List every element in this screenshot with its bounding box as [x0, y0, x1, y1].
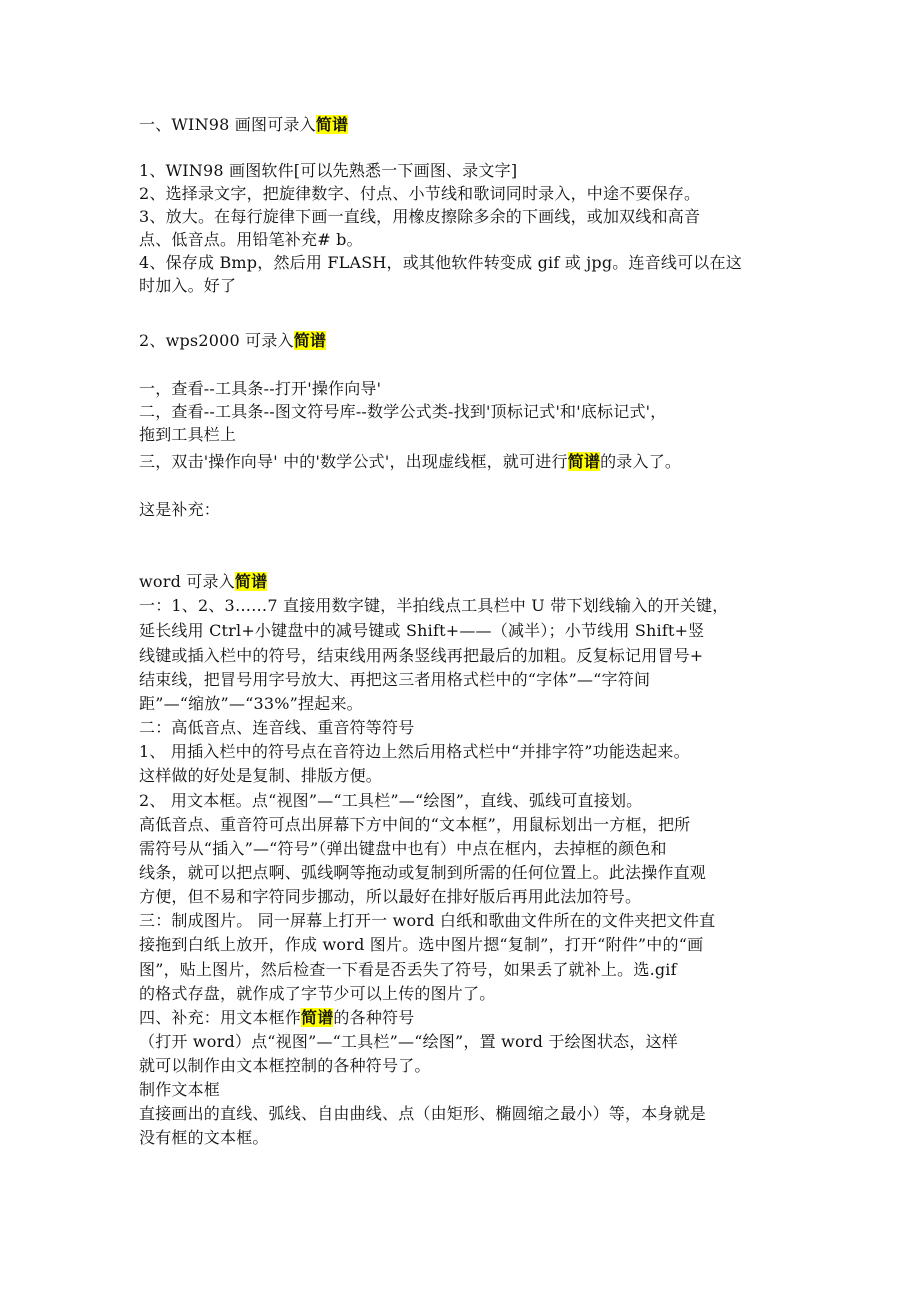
paragraph-line: [139, 423, 236, 446]
line-text: 4、保存成 Bmp，然后用 FLASH，或其他软件转变成 gif 或 jpg。连音线可以在这: [139, 253, 742, 272]
highlight-jianpu: 简谱: [234, 572, 268, 591]
paragraph-line: [139, 377, 381, 400]
line-text: 直接画出的直线、弧线、自由曲线、点（由矩形、椭圆缩之最小）等，本身就是: [139, 1104, 707, 1123]
paragraph-line: [139, 182, 700, 205]
line-text: 这样做的好处是复制、排版方便。: [139, 766, 383, 785]
line-text: 点、低音点。用铅笔补充# b。: [139, 230, 363, 249]
line-text: word 可录入: [139, 572, 235, 591]
paragraph-line: [139, 861, 706, 884]
line-text: 二：高低音点、连音线、重音符等符号: [139, 718, 415, 737]
line-text: 没有框的文本框。: [139, 1128, 269, 1147]
paragraph-line: [139, 251, 742, 274]
line-text: 三，双击'操作向导' 中的'数学公式'，出现虚线框，就可进行: [139, 452, 568, 471]
line-text: 2、wps2000 可录入: [139, 331, 294, 350]
paragraph-line: [139, 498, 220, 521]
heading-wps2000: [139, 329, 326, 352]
line-text: （打开 word）点“视图”—“工具栏”—“绘图”，置 word 于绘图状态，这样: [139, 1032, 678, 1051]
paragraph-line: [139, 813, 690, 836]
line-text: 时加入。好了: [139, 276, 237, 295]
line-text: 这是补充：: [139, 500, 221, 519]
paragraph-line: [139, 982, 495, 1005]
line-text: 2、选择录文字，把旋律数字、付点、小节线和歌词同时录入，中途不要保存。: [139, 184, 701, 203]
paragraph-line: [139, 933, 703, 956]
paragraph-line: [139, 619, 704, 642]
line-text: 1、WIN98 画图软件[可以先熟悉一下画图、录文字]: [139, 161, 518, 180]
highlight-jianpu: 简谱: [315, 115, 349, 134]
line-text: 线键或插入栏中的符号，结束线用两条竖线再把最后的加粗。反复标记用冒号+: [139, 646, 704, 665]
paragraph-line: [139, 205, 700, 228]
line-text: 的各种符号: [333, 1008, 415, 1027]
line-text: 一：1、2、3……7 直接用数字键，半拍线点工具栏中 U 带下划线输入的开关键，: [139, 596, 729, 615]
heading-word: [139, 570, 267, 593]
paragraph-line: [139, 1006, 414, 1029]
paragraph-line: [139, 740, 690, 763]
highlight-jianpu: 简谱: [301, 1008, 334, 1027]
paragraph-line: [139, 159, 517, 182]
line-text: 3、放大。在每行旋律下画一直线，用橡皮擦除多余的下画线，或加双线和高音: [139, 207, 701, 226]
paragraph-line: [139, 958, 677, 981]
line-text: 1、 用插入栏中的符号点在音符边上然后用格式栏中“并排字符”功能迭起来。: [139, 742, 690, 761]
highlight-jianpu: 简谱: [293, 331, 327, 350]
paragraph-line: [139, 228, 363, 251]
paragraph-line: [139, 1078, 220, 1101]
line-text: 接拖到白纸上放开，作成 word 图片。选中图片摁“复制”，打开“附件”中的“画: [139, 935, 704, 954]
paragraph-line: [139, 400, 666, 423]
paragraph-line: [139, 789, 642, 812]
line-text: 拖到工具栏上: [139, 425, 237, 444]
line-text: 就可以制作由文本框控制的各种符号了。: [139, 1056, 431, 1075]
line-text: 延长线用 Ctrl+小键盘中的减号键或 Shift+——（减半）；小节线用 Shift+竖: [139, 621, 705, 640]
line-text: 的录入了。: [600, 452, 682, 471]
paragraph-line: [139, 692, 363, 715]
paragraph-line: [139, 909, 715, 932]
paragraph-line: [139, 1102, 706, 1125]
paragraph-line: [139, 668, 650, 691]
paragraph-line: [139, 1126, 269, 1149]
line-text: 制作文本框: [139, 1080, 221, 1099]
line-text: 一，查看--工具条--打开'操作向导': [139, 379, 382, 398]
line-text: 方便，但不易和字符同步挪动，所以最好在排好版后再用此法加符号。: [139, 887, 642, 906]
paragraph-line: [139, 885, 641, 908]
paragraph-line: [139, 450, 681, 473]
paragraph-line: [139, 716, 414, 739]
line-text: 距”—“缩放”—“33%”捏起来。: [139, 694, 363, 713]
paragraph-line: [139, 594, 728, 617]
line-text: 二，查看--工具条--图文符号库--数学公式类-找到'顶标记式'和'底标记式'，: [139, 402, 667, 421]
paragraph-line: [139, 274, 236, 297]
line-text: 需符号从“插入”—“符号”（弹出键盘中也有）中点在框内，去掉框的颜色和: [139, 839, 667, 858]
line-text: 线条，就可以把点啊、弧线啊等拖动或复制到所需的任何位置上。此法操作直观: [139, 863, 707, 882]
heading-win98: [139, 113, 348, 136]
line-text: 2、 用文本框。点“视图”—“工具栏”—“绘图”，直线、弧线可直接划。: [139, 791, 643, 810]
paragraph-line: [139, 837, 667, 860]
line-text: 结束线，把冒号用字号放大、再把这三者用格式栏中的“字体”—“字符间: [139, 670, 651, 689]
line-text: 一、WIN98 画图可录入: [139, 115, 316, 134]
line-text: 三：制成图片。 同一屏幕上打开一 word 白纸和歌曲文件所在的文件夹把文件直: [139, 911, 716, 930]
line-text: 四、补充：用文本框作: [139, 1008, 302, 1027]
paragraph-line: [139, 644, 703, 667]
paragraph-line: [139, 1030, 678, 1053]
line-text: 图”，贴上图片，然后检查一下看是否丢失了符号，如果丢了就补上。选.gif: [139, 960, 677, 979]
paragraph-line: [139, 764, 382, 787]
line-text: 高低音点、重音符可点出屏幕下方中间的“文本框”，用鼠标划出一方框，把所: [139, 815, 691, 834]
paragraph-line: [139, 1054, 431, 1077]
line-text: 的格式存盘，就作成了字节少可以上传的图片了。: [139, 984, 496, 1003]
highlight-jianpu: 简谱: [567, 452, 601, 471]
